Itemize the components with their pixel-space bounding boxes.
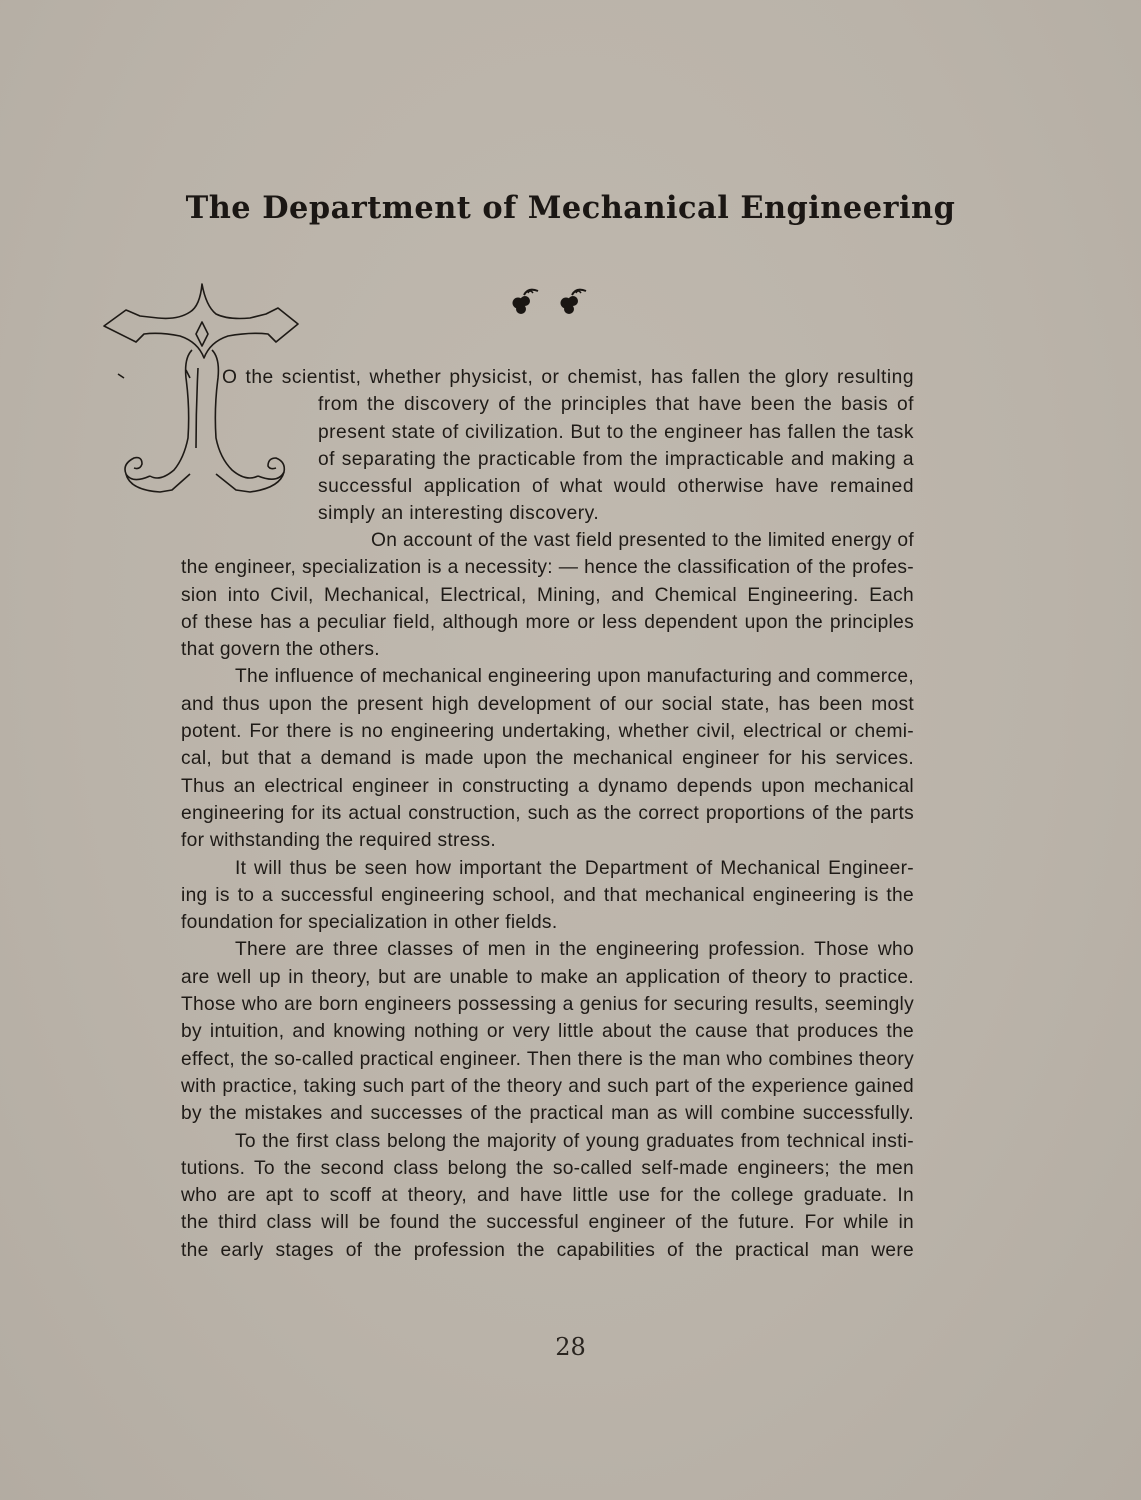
paragraph <box>181 855 914 937</box>
text-line: with practice, taking such part of the theory and such part of the experience gained <box>181 1075 914 1097</box>
text-line: who are apt to scoff at theory, and have little use for the college graduate. In <box>181 1185 914 1207</box>
text-line: potent. For there is no engineering undertaking, whether civil, electrical or chemi- <box>181 721 914 743</box>
text-line: of separating the practicable from the impracticable and making a <box>318 448 914 470</box>
text-line: successful application of what would otherwise have remained <box>318 476 914 498</box>
paragraph <box>181 1128 914 1264</box>
text-line: for withstanding the required stress. <box>181 830 497 852</box>
text-line: by the mistakes and successes of the practical man as will combine successfully. <box>181 1103 914 1125</box>
fleuron-right <box>561 290 587 314</box>
text-line: by intuition, and knowing nothing or very little about the cause that produces the <box>181 1021 914 1043</box>
text-line: simply an interesting discovery. <box>318 503 600 525</box>
text-line: Thus an electrical engineer in constructing a dynamo depends upon mechanical <box>181 775 914 797</box>
text-line: It will thus be seen how important the Department of Mechanical Engineer- <box>235 857 914 879</box>
text-line: cal, but that a demand is made upon the mechanical engineer for his services. <box>181 748 914 770</box>
text-line: tutions. To the second class belong the so-called self-made engineers; the men <box>181 1157 914 1179</box>
text-line: sion into Civil, Mechanical, Electrical, Mining, and Chemical Engineering. Each <box>181 584 914 606</box>
text-line: from the discovery of the principles that have been the basis of <box>318 394 914 416</box>
paragraph <box>181 527 914 663</box>
text-line: The influence of mechanical engineering upon manufacturing and commerce, <box>235 666 914 688</box>
fleuron-left <box>513 290 539 314</box>
text-line: foundation for specialization in other fields. <box>181 912 558 934</box>
text-line: On account of the vast field presented to the limited energy of <box>371 530 914 551</box>
text-line: the early stages of the profession the capabilities of the practical man were <box>181 1239 914 1261</box>
page-number: 28 <box>555 1333 586 1361</box>
text-line: To the first class belong the majority of young graduates from technical insti- <box>235 1130 914 1152</box>
text-line: ing is to a successful engineering school, and that mechanical engineering is the <box>181 884 914 906</box>
text-line: Those who are born engineers possessing a genius for securing results, seemingly <box>181 994 914 1016</box>
text-line: the third class will be found the successful engineer of the future. For while in <box>181 1212 914 1234</box>
text-line: O the scientist, whether physicist, or chemist, has fallen the glory resulting <box>222 367 914 388</box>
text-line: are well up in theory, but are unable to make an application of theory to practice. <box>181 966 914 988</box>
text-line: effect, the so-called practical engineer. Then there is the man who combines theory <box>181 1048 914 1070</box>
text-line: engineering for its actual construction, such as the correct proportions of the parts <box>181 802 914 824</box>
page-title: The Department of Mechanical Engineering <box>185 190 956 226</box>
text-line: and thus upon the present high development of our social state, has been most <box>181 693 914 715</box>
opening-paragraph <box>182 364 914 528</box>
text-line: that govern the others. <box>181 639 380 661</box>
text-line: the engineer, specialization is a necessity: — hence the classification of the profes- <box>181 557 914 579</box>
text-line: present state of civilization. But to the engineer has fallen the task <box>318 421 914 443</box>
text-line: There are three classes of men in the engineering profession. Those who <box>235 939 914 961</box>
text-line: of these has a peculiar field, although more or less dependent upon the principles <box>181 611 914 633</box>
paragraph <box>181 936 914 1127</box>
body-text <box>181 527 914 1264</box>
grape-cluster-fleuron-icon <box>508 283 598 315</box>
paragraph <box>181 663 914 854</box>
